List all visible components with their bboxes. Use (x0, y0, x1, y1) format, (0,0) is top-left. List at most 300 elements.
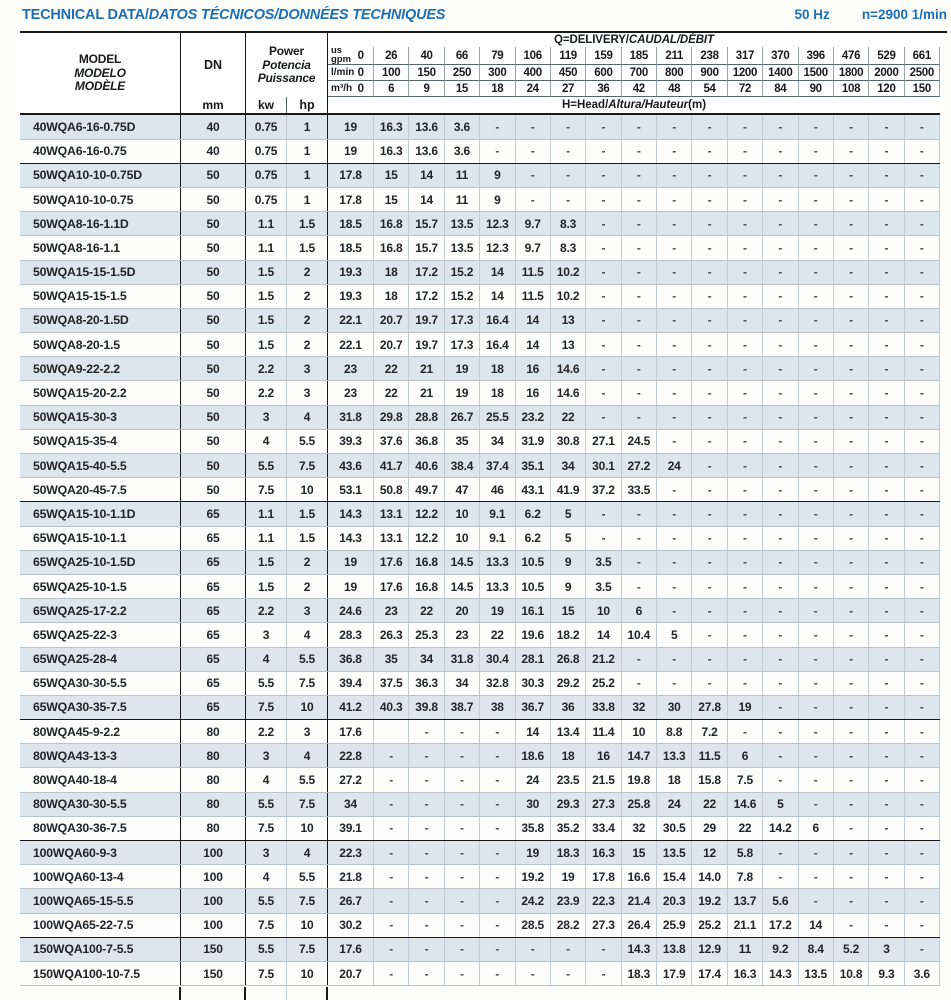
head-value-cell: - (905, 527, 940, 550)
head-value-cell: 16.1 (516, 599, 551, 622)
head-value-cell: - (799, 454, 834, 477)
head-value-cell: 36.8 (328, 648, 374, 671)
flow-value-cell: 108 (834, 81, 869, 97)
head-value-cell: - (374, 793, 409, 816)
head-value-cell: 25.3 (409, 623, 444, 646)
head-value-cell: - (763, 381, 798, 404)
head-value-cell: 13.5 (799, 962, 834, 985)
head-value-cell: - (692, 115, 727, 138)
head-value-cell: 28.8 (409, 406, 444, 429)
head-value-cell: - (905, 889, 940, 912)
head-value-cell: - (728, 720, 763, 743)
model-cell: 50WQA10-10-0.75D (20, 164, 181, 187)
head-value-cell: - (622, 164, 657, 187)
head-value-cell: - (869, 188, 904, 211)
head-value-cell: 6.2 (516, 527, 551, 550)
head-value-cell: 21.5 (586, 768, 621, 791)
flow-value-cell: 120 (869, 81, 904, 97)
head-value-cell: 35.2 (551, 817, 586, 840)
model-cell: 65WQA30-35-7.5 (20, 696, 181, 719)
head-value-cell: - (657, 309, 692, 332)
head-value-cell: 19.7 (409, 333, 444, 356)
head-value-cell: - (869, 115, 904, 138)
head-value-cell: 10 (622, 720, 657, 743)
table-row (20, 648, 940, 672)
dn-cell: 50 (181, 188, 246, 211)
head-value-cell: 18 (374, 285, 409, 308)
flow-value-cell: 185 (622, 47, 657, 65)
head-value-cell: - (657, 648, 692, 671)
head-value-cell: - (799, 430, 834, 453)
head-value-cell (374, 720, 409, 743)
head-value-cell: - (763, 744, 798, 767)
head-value-cell: 20 (445, 599, 480, 622)
table-row (20, 938, 940, 962)
head-value-cell: 10.5 (516, 551, 551, 574)
head-value-cell: 23.9 (551, 889, 586, 912)
head-value-cell: 24 (657, 454, 692, 477)
head-value-cell: - (799, 648, 834, 671)
head-value-cell: 12 (692, 841, 727, 864)
flow-value-cell: 211 (657, 47, 692, 65)
table-row (20, 817, 940, 841)
head-value-cell: - (622, 502, 657, 525)
head-value-cell: 19 (328, 115, 374, 138)
head-value-cell: 7.2 (692, 720, 727, 743)
head-value-cell: 32.8 (480, 672, 515, 695)
head-value-cell: - (728, 164, 763, 187)
dn-cell: 50 (181, 212, 246, 235)
head-value-cell: - (763, 720, 798, 743)
head-value-cell: 5 (657, 623, 692, 646)
hp-cell: 4 (287, 623, 328, 646)
head-value-cell: - (586, 502, 621, 525)
table-row (20, 793, 940, 817)
head-value-cell: 11.5 (692, 744, 727, 767)
head-value-cell: - (728, 406, 763, 429)
head-value-cell: - (763, 865, 798, 888)
head-value-cell: - (657, 212, 692, 235)
head-value-cell: - (763, 551, 798, 574)
head-value-cell: - (869, 841, 904, 864)
dn-cell: 50 (181, 333, 246, 356)
head-value-cell: - (622, 115, 657, 138)
head-value-cell: - (905, 938, 940, 961)
head-value-cell: 18.2 (551, 623, 586, 646)
head-value-cell: 28.3 (328, 623, 374, 646)
head-value-cell: - (799, 164, 834, 187)
head-value-cell: - (834, 672, 869, 695)
head-value-cell: - (445, 720, 480, 743)
table-row (20, 309, 940, 333)
head-value-cell: - (763, 140, 798, 163)
head-value-cell: - (409, 938, 444, 961)
flow-value-cell: 48 (657, 81, 692, 97)
dn-cell: 80 (181, 744, 246, 767)
head-value-cell: - (869, 430, 904, 453)
head-value-cell: - (516, 140, 551, 163)
head-value-cell: - (799, 140, 834, 163)
table-row (20, 914, 940, 938)
dn-cell: 50 (181, 164, 246, 187)
head-value-cell: - (622, 285, 657, 308)
kw-cell: 5.5 (246, 938, 287, 961)
head-value-cell: 17.2 (409, 285, 444, 308)
hp-cell: 7.5 (287, 793, 328, 816)
head-value-cell: 8.4 (799, 938, 834, 961)
head-value-cell: 5 (551, 527, 586, 550)
hp-cell: 10 (287, 696, 328, 719)
head-value-cell: - (692, 261, 727, 284)
head-value-cell: - (799, 115, 834, 138)
model-cell: 100WQA60-13-4 (20, 865, 181, 888)
dn-cell: 50 (181, 406, 246, 429)
lmin-zero-value: 0 (357, 66, 364, 79)
table-row (20, 333, 940, 357)
head-value-cell: - (869, 744, 904, 767)
head-value-cell: - (374, 744, 409, 767)
head-value-cell: - (905, 164, 940, 187)
head-value-cell: - (905, 188, 940, 211)
head-value-cell: 5.6 (763, 889, 798, 912)
head-value-cell: - (834, 212, 869, 235)
head-value-cell: 12.2 (409, 527, 444, 550)
head-value-cell: 39.8 (409, 696, 444, 719)
head-value-cell: - (799, 623, 834, 646)
head-value-cell: - (763, 309, 798, 332)
flow-value-cell: 24 (516, 81, 551, 97)
model-cell: 50WQA15-15-1.5D (20, 261, 181, 284)
head-value-cell: - (657, 333, 692, 356)
head-value-cell: - (905, 744, 940, 767)
head-value-cell: - (692, 285, 727, 308)
head-value-cell: 25.8 (622, 793, 657, 816)
head-value-cell: - (799, 889, 834, 912)
model-cell: 80WQA30-36-7.5 (20, 817, 181, 840)
head-value-cell: 17.3 (445, 333, 480, 356)
kw-cell: 7.5 (246, 914, 287, 937)
head-value-cell: - (905, 357, 940, 380)
head-value-cell: - (657, 188, 692, 211)
head-value-cell: 16 (516, 357, 551, 380)
model-cell: 80WQA45-9-2.2 (20, 720, 181, 743)
head-value-cell: 29 (692, 817, 727, 840)
kw-cell: 1.1 (246, 527, 287, 550)
head-value-cell: - (869, 865, 904, 888)
head-value-cell: - (445, 817, 480, 840)
head-value-cell: 16.8 (374, 236, 409, 259)
model-cell: 80WQA43-13-3 (20, 744, 181, 767)
head-value-cell: - (905, 381, 940, 404)
flow-value-cell: 396 (799, 47, 834, 65)
head-value-cell: 9 (480, 164, 515, 187)
table-row (20, 430, 940, 454)
head-value-cell: - (622, 236, 657, 259)
head-value-cell: 23 (328, 381, 374, 404)
model-cell: 65WQA25-22-3 (20, 623, 181, 646)
kw-cell: 3 (246, 406, 287, 429)
head-value-cell: 19 (728, 696, 763, 719)
head-value-cell: 32 (622, 817, 657, 840)
head-value-cell: - (905, 623, 940, 646)
head-value-cell: 37.2 (586, 478, 621, 501)
head-value-cell: - (763, 478, 798, 501)
head-value-cell: - (763, 599, 798, 622)
head-value-cell: - (657, 575, 692, 598)
head-value-cell: - (445, 865, 480, 888)
kw-cell: 0.75 (246, 164, 287, 187)
head-value-cell: - (586, 527, 621, 550)
head-value-cell: - (480, 720, 515, 743)
model-cell: 50WQA20-45-7.5 (20, 478, 181, 501)
kw-cell: 4 (246, 865, 287, 888)
head-value-cell: 13.5 (445, 212, 480, 235)
head-value-cell: - (834, 793, 869, 816)
table-row (20, 768, 940, 792)
head-value-cell: 53.1 (328, 478, 374, 501)
hp-cell: 3 (287, 720, 328, 743)
head-value-cell: - (692, 188, 727, 211)
dn-cell: 100 (181, 889, 246, 912)
flow-value-cell: 119 (551, 47, 586, 65)
flow-value-cell: 600 (586, 65, 621, 81)
column-stub (326, 987, 328, 1000)
head-value-cell: 14.7 (622, 744, 657, 767)
flow-value-cell: 1800 (834, 65, 869, 81)
head-value-cell: 14.6 (551, 381, 586, 404)
flow-value-cell: 42 (622, 81, 657, 97)
head-value-cell: 17.6 (374, 551, 409, 574)
head-value-cell: 23 (374, 599, 409, 622)
head-value-cell: - (586, 406, 621, 429)
hp-cell: 10 (287, 962, 328, 985)
head-value-cell: 15.7 (409, 212, 444, 235)
head-value-cell: - (799, 406, 834, 429)
head-value-cell: 13.4 (551, 720, 586, 743)
head-value-cell: - (834, 502, 869, 525)
dn-cell: 100 (181, 865, 246, 888)
head-value-cell: 18 (657, 768, 692, 791)
head-value-cell: - (586, 962, 621, 985)
head-value-cell: - (374, 768, 409, 791)
m3h-zero-value: 0 (357, 82, 364, 95)
head-value-cell: - (445, 744, 480, 767)
head-value-cell: 15.4 (657, 865, 692, 888)
head-value-cell: - (834, 914, 869, 937)
head-value-cell: - (586, 212, 621, 235)
hp-cell: 1.5 (287, 502, 328, 525)
head-value-cell: 10.5 (516, 575, 551, 598)
head-value-cell: 18.5 (328, 212, 374, 235)
head-value-cell: - (692, 672, 727, 695)
head-value-cell: - (799, 744, 834, 767)
head-value-cell: - (728, 333, 763, 356)
head-value-cell: 21 (409, 381, 444, 404)
table-row (20, 623, 940, 647)
head-value-cell: - (834, 817, 869, 840)
head-value-cell: 17.2 (409, 261, 444, 284)
head-value-cell: - (799, 527, 834, 550)
kw-cell: 5.5 (246, 672, 287, 695)
kw-cell: 0.75 (246, 115, 287, 138)
head-value-cell: - (480, 865, 515, 888)
head-value-cell: - (799, 478, 834, 501)
head-value-cell: 46 (480, 478, 515, 501)
head-value-cell: - (586, 115, 621, 138)
head-value-cell: - (728, 502, 763, 525)
head-value-cell: - (480, 140, 515, 163)
head-value-cell: 17.4 (692, 962, 727, 985)
head-value-cell: 13.6 (409, 115, 444, 138)
head-value-cell: 31.8 (328, 406, 374, 429)
head-value-cell: - (799, 672, 834, 695)
head-value-cell: 13 (551, 309, 586, 332)
head-value-cell: 15 (551, 599, 586, 622)
flow-value-cell: 27 (551, 81, 586, 97)
head-value-cell: - (445, 962, 480, 985)
table-row (20, 502, 940, 526)
head-value-cell: 22.1 (328, 309, 374, 332)
head-value-cell: 15.2 (445, 261, 480, 284)
head-value-cell: - (551, 962, 586, 985)
head-value-cell: - (799, 333, 834, 356)
head-value-cell: - (622, 333, 657, 356)
head-value-cell: - (869, 623, 904, 646)
head-value-cell: - (869, 261, 904, 284)
dn-cell: 65 (181, 623, 246, 646)
kw-cell: 2.2 (246, 599, 287, 622)
flow-value-cell: 317 (728, 47, 763, 65)
head-value-cell: - (799, 236, 834, 259)
head-value-cell: - (692, 430, 727, 453)
head-value-cell: 17.8 (328, 164, 374, 187)
head-value-cell: 30 (657, 696, 692, 719)
head-value-cell: 23 (445, 623, 480, 646)
head-value-cell: - (834, 889, 869, 912)
head-value-cell: - (834, 430, 869, 453)
head-value-cell: 11 (445, 188, 480, 211)
head-value-cell: - (516, 164, 551, 187)
model-cell: 80WQA30-30-5.5 (20, 793, 181, 816)
head-value-cell: - (692, 527, 727, 550)
table-row (20, 212, 940, 236)
head-value-cell: - (692, 551, 727, 574)
head-value-cell: - (869, 381, 904, 404)
head-value-cell: 17.6 (328, 720, 374, 743)
head-value-cell: - (657, 478, 692, 501)
kw-cell: 7.5 (246, 817, 287, 840)
head-value-cell: - (869, 454, 904, 477)
flow-value-cell: 250 (445, 65, 480, 81)
head-value-cell: - (905, 599, 940, 622)
head-value-cell: - (869, 502, 904, 525)
flow-value-cell: 2500 (905, 65, 940, 81)
head-value-cell: 26.7 (445, 406, 480, 429)
head-value-cell: 24.6 (328, 599, 374, 622)
head-value-cell: - (763, 527, 798, 550)
head-value-cell: - (728, 430, 763, 453)
head-value-cell: - (834, 599, 869, 622)
head-value-cell: 22 (551, 406, 586, 429)
head-value-cell: 24 (657, 793, 692, 816)
head-value-cell: - (728, 140, 763, 163)
head-value-cell: 16.3 (374, 115, 409, 138)
model-cell: 150WQA100-7-5.5 (20, 938, 181, 961)
power-header-en: Power (268, 44, 304, 59)
head-value-cell: - (692, 478, 727, 501)
dn-cell: 65 (181, 599, 246, 622)
head-value-cell: 26.8 (551, 648, 586, 671)
head-value-cell: 14 (516, 309, 551, 332)
head-value-cell: 25.2 (692, 914, 727, 937)
head-value-cell: 10.4 (622, 623, 657, 646)
head-value-cell: - (692, 357, 727, 380)
model-cell: 40WQA6-16-0.75 (20, 140, 181, 163)
table-row (20, 720, 940, 744)
hp-cell: 5.5 (287, 768, 328, 791)
head-value-cell: - (409, 793, 444, 816)
head-value-cell: 25.5 (480, 406, 515, 429)
head-value-cell: 25.9 (657, 914, 692, 937)
kw-cell: 1.5 (246, 551, 287, 574)
model-cell: 50WQA8-20-1.5 (20, 333, 181, 356)
head-value-cell: - (869, 914, 904, 937)
head-value-cell: - (374, 938, 409, 961)
flow-value-cell: 370 (763, 47, 798, 65)
head-value-cell: 35.1 (516, 454, 551, 477)
flow-unit-usgpm-cell (328, 47, 374, 65)
head-value-cell: - (657, 527, 692, 550)
head-value-cell: 18 (374, 261, 409, 284)
head-value-cell: 39.1 (328, 817, 374, 840)
head-value-cell: - (657, 551, 692, 574)
head-value-cell: 43.1 (516, 478, 551, 501)
dn-cell: 100 (181, 841, 246, 864)
head-value-cell: 19 (480, 599, 515, 622)
head-value-cell: - (763, 261, 798, 284)
delivery-header-cell (328, 33, 940, 47)
head-value-cell: - (480, 914, 515, 937)
head-value-cell: - (905, 140, 940, 163)
table-row (20, 575, 940, 599)
head-value-cell: - (869, 309, 904, 332)
flow-value-cell: 400 (516, 65, 551, 81)
head-value-cell: 34 (445, 672, 480, 695)
head-value-cell: 16.3 (586, 841, 621, 864)
head-value-cell: 19.7 (409, 309, 444, 332)
head-value-cell: - (692, 599, 727, 622)
model-cell: 40WQA6-16-0.75D (20, 115, 181, 138)
head-value-cell: 13 (551, 333, 586, 356)
head-value-cell: - (869, 793, 904, 816)
head-value-cell: - (763, 333, 798, 356)
head-value-cell: - (834, 333, 869, 356)
head-value-cell: - (728, 454, 763, 477)
head-value-cell: - (763, 357, 798, 380)
flow-value-cell: 9 (409, 81, 444, 97)
dn-cell: 80 (181, 817, 246, 840)
flow-value-cell: 700 (622, 65, 657, 81)
head-value-cell: - (728, 599, 763, 622)
head-value-cell: - (409, 889, 444, 912)
model-cell: 65WQA30-30-5.5 (20, 672, 181, 695)
head-value-cell: - (409, 962, 444, 985)
head-value-cell: - (905, 793, 940, 816)
head-value-cell: 15.8 (692, 768, 727, 791)
head-value-cell: 10 (445, 502, 480, 525)
flow-value-cell: 72 (728, 81, 763, 97)
head-value-cell: - (374, 817, 409, 840)
